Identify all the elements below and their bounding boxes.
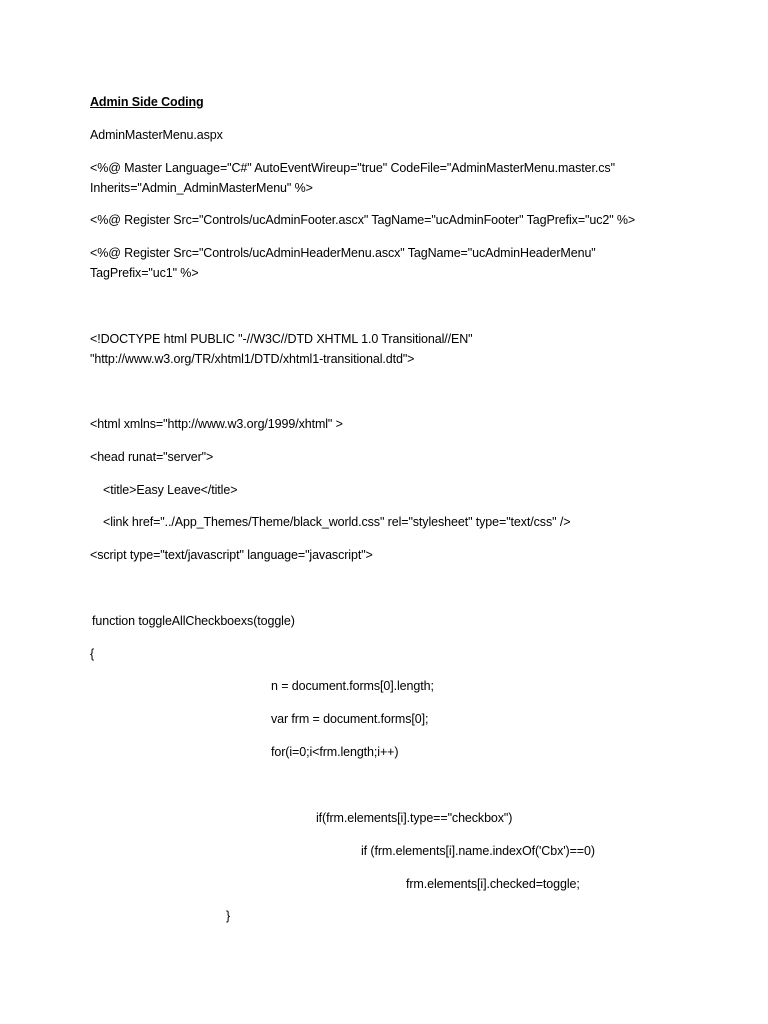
code-line: Inherits="Admin_AdminMasterMenu" %> — [90, 181, 313, 195]
code-line: function toggleAllCheckboexs(toggle) — [92, 614, 295, 628]
code-line: <link href="../App_Themes/Theme/black_world.css" rel="stylesheet" type="text/css" /> — [103, 515, 571, 529]
code-line: n = document.forms[0].length; — [271, 679, 434, 693]
code-line: "http://www.w3.org/TR/xhtml1/DTD/xhtml1-transitional.dtd"> — [90, 352, 415, 366]
code-line: TagPrefix="uc1" %> — [90, 266, 199, 280]
code-line: <html xmlns="http://www.w3.org/1999/xhtml" > — [90, 417, 343, 431]
code-line: var frm = document.forms[0]; — [271, 712, 429, 726]
document-heading: Admin Side Coding — [90, 95, 204, 109]
code-line: <!DOCTYPE html PUBLIC "-//W3C//DTD XHTML 1.0 Transitional//EN" — [90, 332, 473, 346]
code-line: } — [226, 909, 231, 923]
code-line: { — [90, 647, 95, 661]
file-name: AdminMasterMenu.aspx — [90, 128, 223, 142]
code-line: <title>Easy Leave</title> — [103, 483, 238, 497]
code-line: frm.elements[i].checked=toggle; — [406, 877, 580, 891]
code-line: <%@ Master Language="C#" AutoEventWireup="true" CodeFile="AdminMasterMenu.master.cs" — [90, 161, 615, 175]
code-line: if (frm.elements[i].name.indexOf('Cbx')==0) — [361, 844, 595, 858]
code-line: <head runat="server"> — [90, 450, 214, 464]
code-line: if(frm.elements[i].type=="checkbox") — [316, 811, 513, 825]
code-line: for(i=0;i<frm.length;i++) — [271, 745, 399, 759]
code-line: <script type="text/javascript" language="javascript"> — [90, 548, 373, 562]
code-line: <%@ Register Src="Controls/ucAdminHeaderMenu.ascx" TagName="ucAdminHeaderMenu" — [90, 246, 596, 260]
code-line: <%@ Register Src="Controls/ucAdminFooter.ascx" TagName="ucAdminFooter" TagPrefix="uc2" %> — [90, 213, 636, 227]
